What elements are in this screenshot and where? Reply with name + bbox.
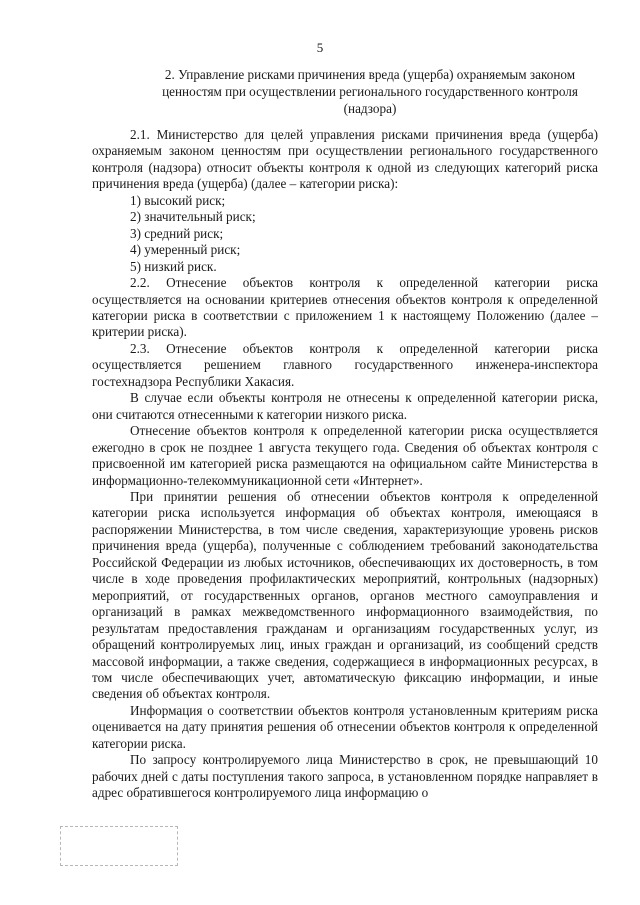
- list-item: 3) средний риск;: [130, 225, 224, 241]
- list-item: 1) высокий риск;: [130, 192, 226, 208]
- paragraph: Информация о соответствии объектов контроля установленным критериям риска оценивается на дату принятия решения об отнесении объектов контроля к определенной категории риска.: [92, 702, 598, 751]
- paragraph: В случае если объекты контроля не отнесены к определенной категории риска, они считаются отнесенными к категории низкого риска.: [92, 390, 598, 422]
- list-item: 4) умеренный риск;: [130, 242, 241, 258]
- paragraph: При принятии решения об отнесении объектов контроля к определенной категории риска используется информация об объектах контроля, имеющаяся в распоряжении Министерства, в том числе сведения, характеризующие уровень рисков причинения вреда (ущерба), полученные с соблюдением требований законодательства Российской Федерации из любых источников, обеспечивающих их достоверность, в том числе в ходе проведения профилактических мероприятий, контрольных (надзорных) мероприятий, от государственных органов, органов местного самоуправления и организаций в рамках межведомственного информационного взаимодействия, по результатам предоставления гражданам и организациям государственных услуг, из обращений контролируемых лиц, иных граждан и организаций, из сообщений средств массовой информации, а также сведения, содержащиеся в информационных ресурсах, в том числе обеспечивающих учет, автоматическую фиксацию информации, и иные сведения об объектах контроля.: [92, 488, 598, 702]
- list-item: 2) значительный риск;: [130, 209, 256, 225]
- paragraph: 2.3. Отнесение объектов контроля к определенной категории риска осуществляется решением главного государственного инженера-инспектора гостехнадзора Республики Хакасия.: [92, 340, 598, 389]
- section-heading: 2. Управление рисками причинения вреда (ущерба) охраняемым законом ценностям при осуществлении регионального государственного контроля (надзора): [162, 67, 578, 116]
- page-number: 5: [316, 40, 324, 55]
- document-body: [92, 127, 598, 802]
- paragraph: Отнесение объектов контроля к определенной категории риска осуществляется ежегодно в срок не позднее 1 августа текущего года. Сведения об объектах контроля с присвоенной им категорией риска размещаются на официальном сайте Министерства в информационно-телекоммуникационной сети «Интернет».: [92, 423, 598, 488]
- paragraph: По запросу контролируемого лица Министерство в срок, не превышающий 10 рабочих дней с даты поступления такого запроса, в установленном порядке направляет в адрес обратившегося контролируемого лица информацию о: [92, 752, 598, 801]
- list-item: 5) низкий риск.: [130, 258, 217, 274]
- document-stamp: [60, 826, 178, 866]
- paragraph: 2.2. Отнесение объектов контроля к определенной категории риска осуществляется на основании критериев отнесения объектов контроля к определенной категории риска в соответствии с приложением 1 к настоящему Положению (далее – критерии риска).: [92, 275, 598, 340]
- paragraph: 2.1. Министерство для целей управления рисками причинения вреда (ущерба) охраняемым законом ценностям при осуществлении регионального государственного контроля (надзора) относит объекты контроля к одной из следующих категорий риска причинения вреда (ущерба) (далее – категории риска):: [92, 127, 598, 192]
